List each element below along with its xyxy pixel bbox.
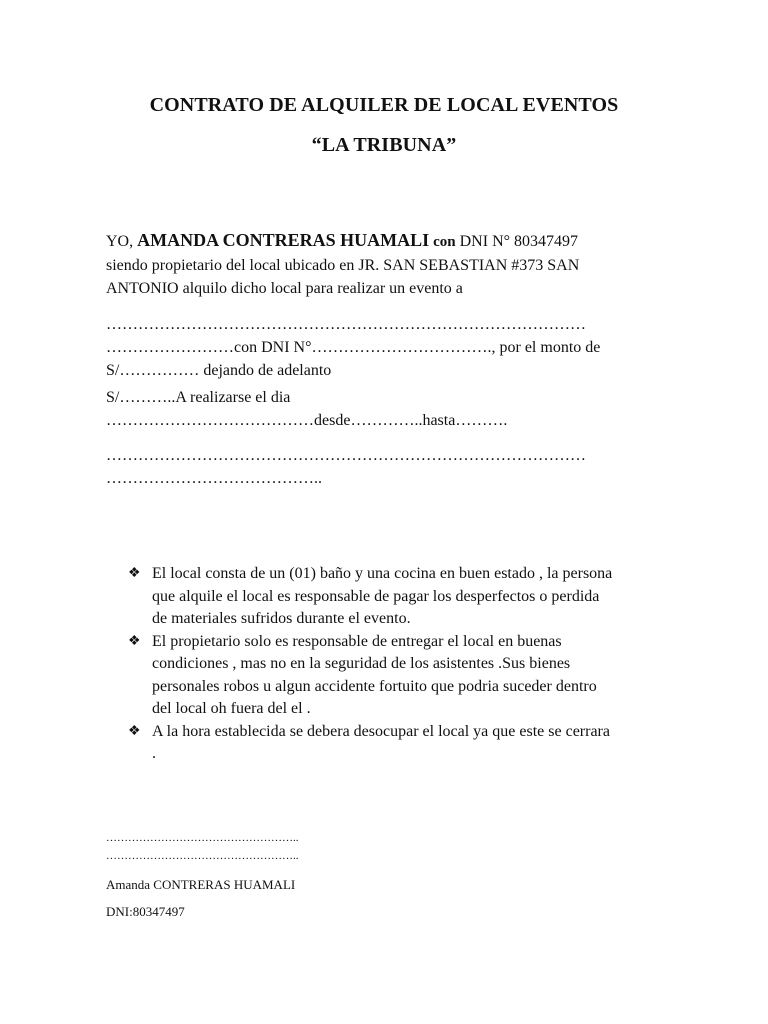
clause-line: del local oh fuera del el . bbox=[152, 700, 311, 717]
extra-blank-1: ……………………………………………………………………………… bbox=[106, 447, 586, 464]
intro-line-3: ANTONIO alquilo dicho local para realizar un evento a bbox=[106, 280, 463, 297]
clause-line: El local consta de un (01) baño y una cocina en buen estado , la persona bbox=[152, 565, 613, 582]
clause-line: de materiales sufridos durante el evento. bbox=[152, 610, 411, 627]
list-item bbox=[128, 721, 668, 766]
clause-line: . bbox=[152, 745, 156, 762]
date-fill-section bbox=[106, 386, 662, 432]
clause-line: condiciones , mas no en la seguridad de los asistentes .Sus bienes bbox=[152, 655, 571, 672]
clause-text bbox=[152, 563, 668, 631]
renter-name-blank: ……………………………………………………………………………… bbox=[106, 316, 586, 333]
monto-label: , por el monto de bbox=[491, 339, 601, 356]
intro-paragraph bbox=[106, 229, 662, 300]
clause-line: El propietario solo es responsable de entregar el local en buenas bbox=[152, 632, 562, 650]
clause-line: que alquile el local es responsable de pagar los desperfectos o perdida bbox=[152, 587, 600, 605]
extra-blank-2: ………………………………….. bbox=[106, 470, 322, 487]
clause-text bbox=[152, 631, 668, 721]
diamond-bullet-icon: ❖ bbox=[128, 566, 141, 581]
clauses-list bbox=[128, 563, 668, 766]
venue-name: “LA TRIBUNA” bbox=[311, 134, 457, 156]
intro-line-2: siendo propietario del local ubicado en JR. SAN SEBASTIAN #373 SAN bbox=[106, 257, 580, 274]
owner-name: AMANDA CONTRERAS HUAMALI bbox=[137, 230, 430, 250]
intro-yo: YO, bbox=[106, 233, 134, 250]
extra-fill-section bbox=[106, 444, 662, 490]
signer-name: Amanda CONTRERAS HUAMALI bbox=[106, 877, 296, 892]
diamond-bullet-icon: ❖ bbox=[128, 633, 141, 649]
signer-dni: DNI:80347497 bbox=[106, 904, 185, 919]
date-blank: ………………………………… bbox=[106, 412, 314, 429]
intro-con: con bbox=[433, 234, 456, 250]
renter-dni-line bbox=[106, 336, 662, 359]
list-item bbox=[128, 631, 668, 721]
intro-line-1 bbox=[106, 229, 662, 254]
clause-line: A la hora establecida se debera desocupar el local ya que este se cerrara bbox=[152, 722, 610, 740]
dni-blank: ……………………………. bbox=[311, 339, 492, 356]
date-line bbox=[106, 409, 662, 432]
diamond-bullet-icon: ❖ bbox=[128, 723, 141, 739]
owner-dni: DNI N° 80347497 bbox=[459, 233, 579, 250]
clause-text bbox=[152, 721, 668, 766]
monto-blank-line: S/…………… dejando de adelanto bbox=[106, 362, 332, 379]
signature-line: …………………………………………….. bbox=[106, 832, 299, 844]
signature-line-2: …………………………………………….. bbox=[106, 850, 299, 862]
desde-blank: ………….. bbox=[350, 412, 423, 429]
list-item bbox=[128, 563, 668, 631]
clause-line: personales robos u algun accidente fortuito que podria suceder dentro bbox=[152, 677, 597, 695]
desde-label: desde bbox=[314, 412, 351, 429]
hasta-label: hasta………. bbox=[422, 412, 508, 429]
renter-fill-section bbox=[106, 313, 662, 382]
adelanto-line: S/………..A realizarse el dia bbox=[106, 389, 291, 406]
con-dni-label: con DNI N° bbox=[234, 339, 312, 356]
renter-dots: …………………… bbox=[106, 339, 234, 356]
contract-title: CONTRATO DE ALQUILER DE LOCAL EVENTOS bbox=[149, 94, 619, 116]
